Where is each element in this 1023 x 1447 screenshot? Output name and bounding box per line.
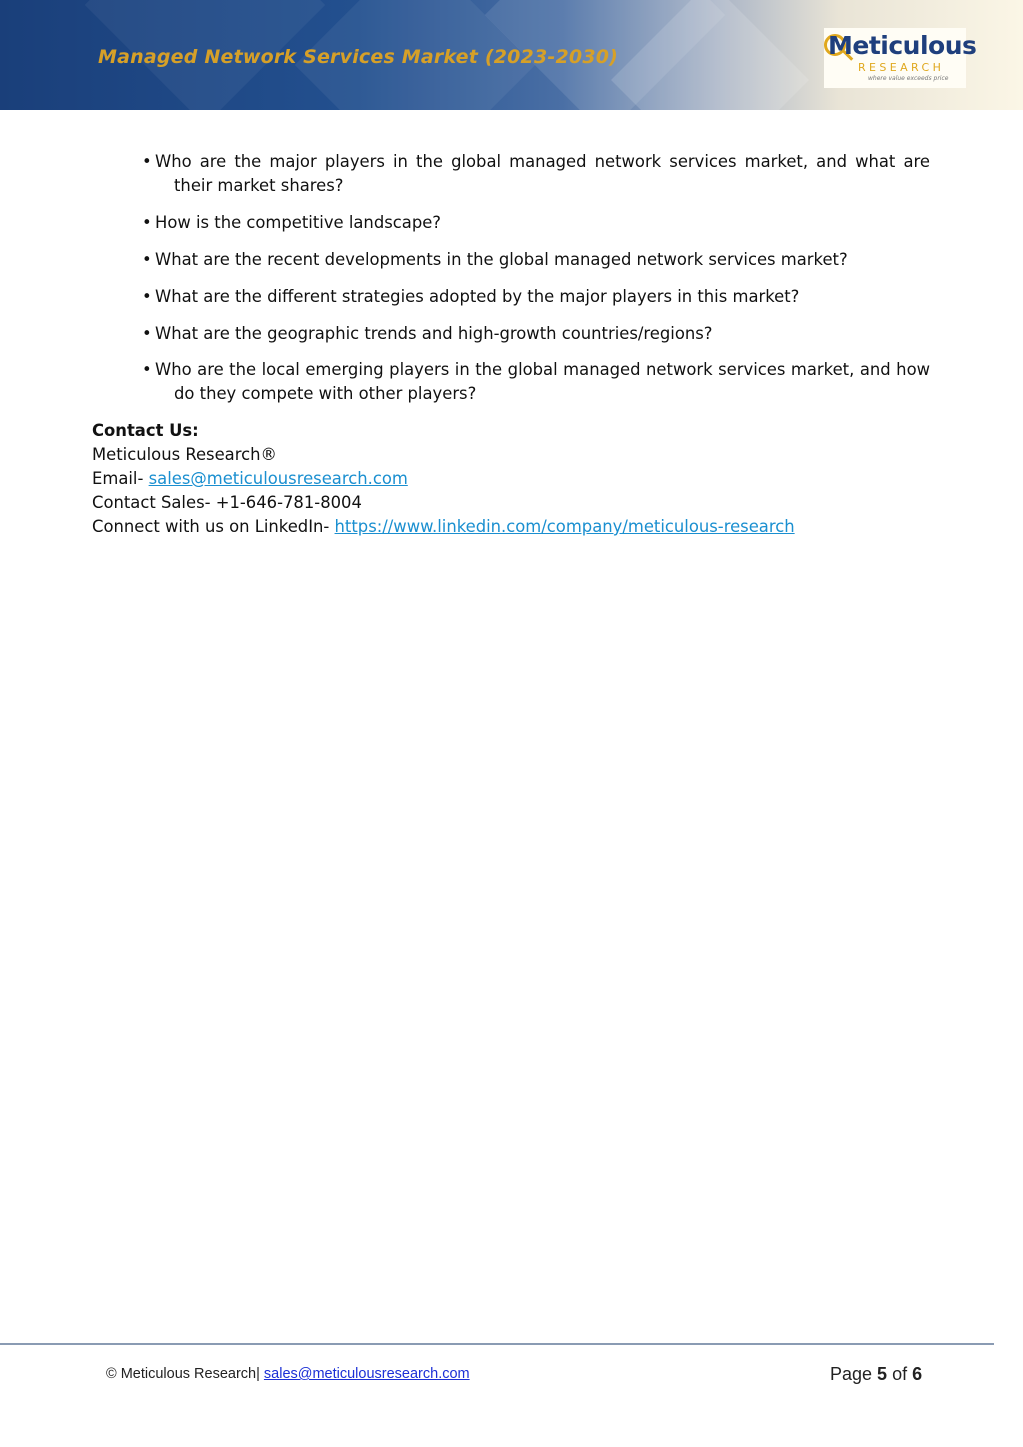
question-text: What are the recent developments in the global managed network services market? xyxy=(155,250,848,269)
bullet-icon: • xyxy=(142,360,152,379)
question-item xyxy=(142,150,930,198)
meticulous-research-logo xyxy=(824,28,977,88)
logo-subtitle: RESEARCH xyxy=(858,61,945,74)
bullet-icon: • xyxy=(142,250,152,269)
footer-divider xyxy=(0,1343,994,1345)
page-current: 5 xyxy=(877,1364,888,1384)
question-item xyxy=(142,322,930,346)
bullet-icon: • xyxy=(142,287,152,306)
contact-sales: Contact Sales- +1-646-781-8004 xyxy=(92,493,362,512)
footer-email-link[interactable]: sales@meticulousresearch.com xyxy=(263,1366,470,1382)
bullet-icon: • xyxy=(142,152,152,171)
logo-name: Meticulous xyxy=(828,31,977,60)
linkedin-link[interactable]: https://www.linkedin.com/company/meticulous-research xyxy=(334,517,795,536)
question-text: Who are the local emerging players in the global managed network services market, and how do they compete with other players? xyxy=(155,360,930,403)
page-number xyxy=(830,1364,922,1385)
page-total: 6 xyxy=(912,1364,923,1384)
email-label: Email- xyxy=(92,469,149,488)
contact-linkedin-line xyxy=(92,515,795,539)
copyright-text: © Meticulous Research| xyxy=(106,1366,264,1382)
page-word: Page xyxy=(830,1364,878,1384)
question-text: How is the competitive landscape? xyxy=(155,213,442,232)
bullet-icon: • xyxy=(142,324,152,343)
question-item xyxy=(142,248,930,272)
logo-tagline: where value exceeds price xyxy=(868,75,949,82)
question-text: Who are the major players in the global managed network services market, and what are their market shares? xyxy=(155,152,930,195)
bullet-icon: • xyxy=(142,213,152,232)
question-text: What are the geographic trends and high-growth countries/regions? xyxy=(155,324,713,343)
contact-company: Meticulous Research® xyxy=(92,445,277,464)
email-link[interactable]: sales@meticulousresearch.com xyxy=(148,469,408,488)
question-item xyxy=(142,358,930,406)
question-item xyxy=(142,285,930,309)
header-title: Managed Network Services Market (2023-2030) xyxy=(98,46,619,68)
contact-email-line xyxy=(92,467,408,491)
contact-heading: Contact Us: xyxy=(92,421,199,440)
page-header xyxy=(0,0,1023,110)
footer-copyright xyxy=(106,1366,470,1382)
question-item xyxy=(142,211,930,235)
page-of: of xyxy=(887,1364,913,1384)
question-text: What are the different strategies adopted by the major players in this market? xyxy=(155,287,800,306)
linkedin-label: Connect with us on LinkedIn- xyxy=(92,517,335,536)
